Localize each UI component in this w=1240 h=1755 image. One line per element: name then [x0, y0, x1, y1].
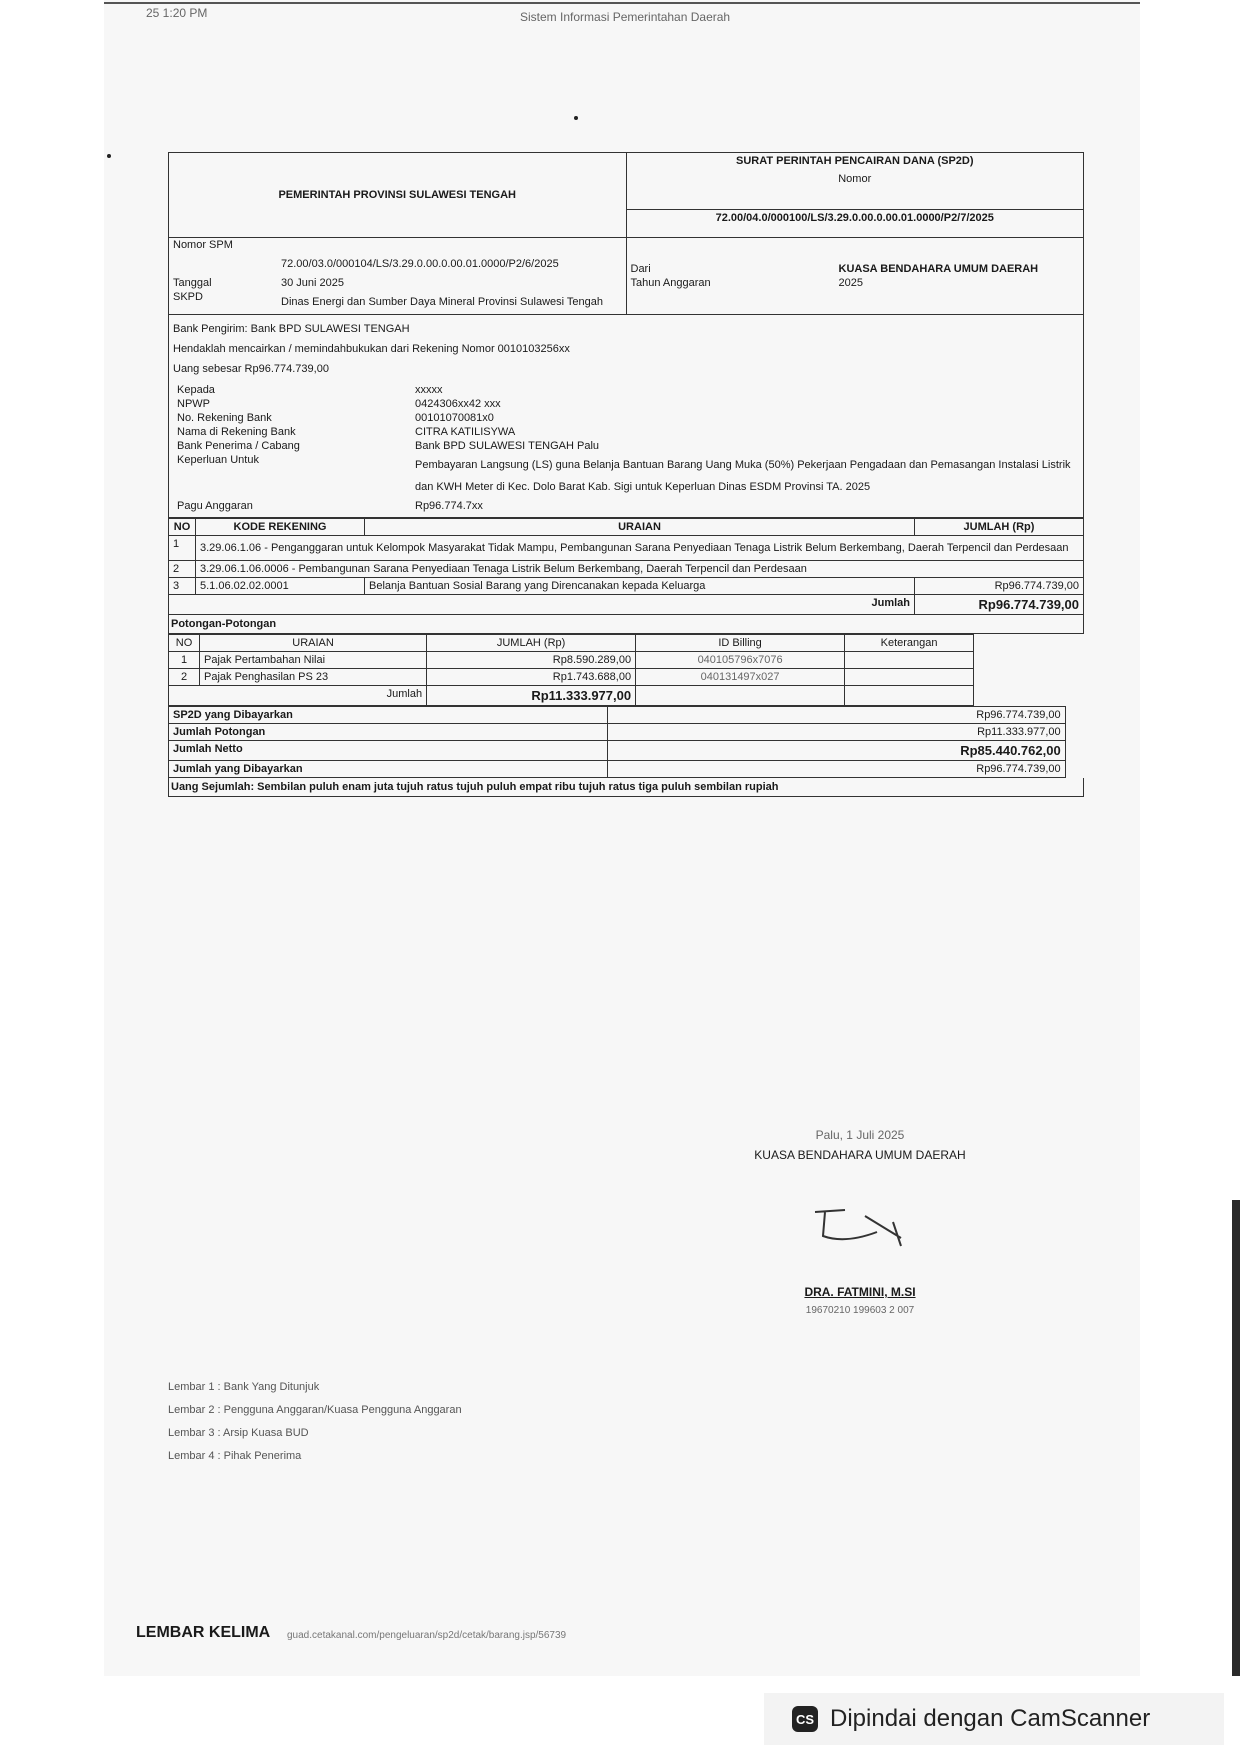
bank-pengirim: Bank Pengirim: Bank BPD SULAWESI TENGAH	[173, 323, 410, 335]
pot-jumlah: Rp1.743.688,00	[427, 669, 636, 686]
rek-kode: 3.29.06.1.06 - Penganggaran untuk Kelompok Masyarakat Tidak Mampu, Pembangunan Sarana Penyediaan Tenaga Listrik Belum Berkembang, Daerah Terpencil dan Perdesaan	[196, 536, 1084, 561]
rek-header-kode: KODE REKENING	[196, 519, 365, 536]
spm-block	[169, 238, 627, 315]
scan-timestamp: 25 1:20 PM	[146, 6, 208, 20]
camscanner-watermark	[764, 1693, 1224, 1745]
pot-header-keterangan: Keterangan	[845, 635, 974, 652]
summary-label: Jumlah Potongan	[169, 724, 608, 741]
rek-jumlah-total: Rp96.774.739,00	[915, 595, 1084, 615]
summary-row	[169, 761, 1066, 778]
pot-header-uraian: URAIAN	[200, 635, 427, 652]
sp2d-header-table	[168, 152, 1084, 315]
pot-header-billing: ID Billing	[636, 635, 845, 652]
summary-label: Jumlah Netto	[169, 741, 608, 761]
nomor-spm-label: Nomor SPM	[173, 239, 233, 251]
summary-value: Rp96.774.739,00	[608, 707, 1065, 724]
npwp-value: 0424306xx42 xxx	[415, 398, 501, 410]
sign-place-date: Palu, 1 Juli 2025	[815, 1128, 905, 1142]
pot-jumlah-total: Rp11.333.977,00	[427, 686, 636, 706]
summary-label: SP2D yang Dibayarkan	[169, 707, 608, 724]
dari-label: Dari	[630, 263, 651, 275]
rek-no: 3	[169, 578, 196, 595]
pagu-value: Rp96.774.7xx	[415, 500, 483, 512]
spm-info	[169, 238, 626, 314]
kepada-value: xxxxx	[415, 384, 443, 396]
potongan-title: Potongan-Potongan	[168, 615, 1084, 634]
uang-sebesar: Uang sebesar Rp96.774.739,00	[173, 363, 329, 375]
bank-penerima-value: Bank BPD SULAWESI TENGAH Palu	[415, 440, 600, 452]
footer-url: guad.cetakanal.com/pengeluaran/sp2d/cetak/barang.jsp/56739	[287, 1630, 567, 1641]
rek-kode: 3.29.06.1.06.0006 - Pembangunan Sarana Penyediaan Tenaga Listrik Belum Berkembang, Daerah Terpencil dan Perdesaan	[196, 561, 1084, 578]
instruksi: Hendaklah mencairkan / memindahbukukan dari Rekening Nomor 0010103256xx	[173, 343, 570, 355]
doc-title	[626, 153, 1084, 210]
dari-block	[626, 238, 1084, 315]
scan-dot	[574, 116, 578, 120]
camscanner-text: Dipindai dengan CamScanner	[830, 1705, 1151, 1732]
rekening-table	[168, 518, 1084, 615]
system-name: Sistem Informasi Pemerintahan Daerah	[520, 10, 731, 24]
rek-no: 1	[169, 536, 196, 561]
sp2d-document	[168, 152, 1084, 797]
tembusan-list	[168, 1376, 462, 1468]
table-row	[169, 652, 974, 669]
tanggal-label: Tanggal	[173, 277, 212, 289]
pot-jumlah: Rp8.590.289,00	[427, 652, 636, 669]
potongan-table	[168, 634, 974, 706]
kepada-label: Kepada	[177, 384, 215, 396]
rek-header-no: NO	[169, 519, 196, 536]
summary-row	[169, 724, 1066, 741]
camscanner-logo-icon: CS	[792, 1706, 818, 1732]
signature-mark	[805, 1202, 915, 1252]
summary-value: Rp11.333.977,00	[608, 724, 1065, 741]
pot-uraian: Pajak Pertambahan Nilai	[200, 652, 427, 669]
tahun-label: Tahun Anggaran	[630, 277, 711, 289]
list-item: Lembar 1 : Bank Yang Ditunjuk	[168, 1381, 320, 1393]
list-item: Lembar 2 : Pengguna Anggaran/Kuasa Pengguna Anggaran	[168, 1404, 462, 1416]
table-row	[169, 578, 1084, 595]
dari-info	[627, 262, 1084, 290]
table-row	[169, 536, 1084, 561]
signature-block	[720, 1128, 1000, 1316]
sheet-top-edge	[104, 2, 1140, 4]
rek-header-uraian: URAIAN	[365, 519, 915, 536]
table-row	[169, 669, 974, 686]
tahun-value: 2025	[838, 277, 863, 289]
sign-title: KUASA BENDAHARA UMUM DAERAH	[754, 1148, 966, 1162]
list-item: Lembar 3 : Arsip Kuasa BUD	[168, 1427, 309, 1439]
summary-row	[169, 707, 1066, 724]
skpd-label: SKPD	[173, 291, 203, 303]
rek-jumlah-label: Jumlah	[169, 595, 915, 615]
scan-dot	[107, 154, 111, 158]
summary-label: Jumlah yang Dibayarkan	[169, 761, 608, 778]
pot-uraian: Pajak Penghasilan PS 23	[200, 669, 427, 686]
rek-uraian: Belanja Bantuan Sosial Barang yang Direncanakan kepada Keluarga	[365, 578, 915, 595]
rek-kode: 5.1.06.02.02.0001	[196, 578, 365, 595]
footer-label: LEMBAR KELIMA	[136, 1624, 271, 1641]
keperluan-value: Pembayaran Langsung (LS) guna Belanja Bantuan Barang Uang Muka (50%) Pekerjaan Pengadaan dan Pemasangan Instalasi Listrik dan KWH Meter di Kec. Dolo Barat Kab. Sigi untuk Keperluan Dinas ESDM Provinsi TA. 2025	[415, 459, 1071, 493]
pot-no: 2	[169, 669, 200, 686]
sheet-edge-shadow	[1232, 1200, 1240, 1676]
government-name: PEMERINTAH PROVINSI SULAWESI TENGAH	[169, 153, 627, 238]
pot-ket	[845, 652, 974, 669]
doc-title-text: SURAT PERINTAH PENCAIRAN DANA (SP2D)	[735, 155, 974, 167]
nomor-label: Nomor	[838, 173, 872, 185]
nama-rek-value: CITRA KATILISYWA	[415, 426, 516, 438]
sign-nip: 19670210 199603 2 007	[805, 1305, 915, 1316]
bank-penerima-label: Bank Penerima / Cabang	[177, 440, 300, 452]
npwp-label: NPWP	[177, 398, 210, 410]
penerima-info	[173, 383, 1079, 513]
rek-no: 2	[169, 561, 196, 578]
rek-header-jumlah: JUMLAH (Rp)	[915, 519, 1084, 536]
penerima-block	[168, 315, 1084, 518]
nomor-spm: 72.00/03.0/000104/LS/3.29.0.00.0.00.01.0000/P2/6/2025	[281, 258, 559, 270]
pot-header-jumlah: JUMLAH (Rp)	[427, 635, 636, 652]
list-item: Lembar 4 : Pihak Penerima	[168, 1450, 302, 1462]
pot-jumlah-label: Jumlah	[169, 686, 427, 706]
dari-value: KUASA BENDAHARA UMUM DAERAH	[838, 263, 1039, 275]
summary-value: Rp96.774.739,00	[608, 761, 1065, 778]
keperluan-label: Keperluan Untuk	[177, 454, 259, 466]
tanggal-value: 30 Juni 2025	[281, 277, 344, 289]
summary-row	[169, 741, 1066, 761]
pot-billing: 040131497x027	[636, 669, 845, 686]
rek-jumlah: Rp96.774.739,00	[915, 578, 1084, 595]
summary-value: Rp85.440.762,00	[608, 741, 1065, 761]
sign-name: DRA. FATMINI, M.SI	[804, 1285, 916, 1299]
skpd-value: Dinas Energi dan Sumber Daya Mineral Provinsi Sulawesi Tengah	[281, 296, 604, 308]
no-rek-value: 00101070081x0	[415, 412, 494, 424]
terbilang: Uang Sejumlah: Sembilan puluh enam juta tujuh ratus tujuh puluh empat ribu tujuh ratus tiga puluh sembilan rupiah	[168, 778, 1084, 797]
pagu-label: Pagu Anggaran	[177, 500, 253, 512]
table-row	[169, 561, 1084, 578]
no-rek-label: No. Rekening Bank	[177, 412, 272, 424]
nama-rek-label: Nama di Rekening Bank	[177, 426, 296, 438]
pot-billing: 040105796x7076	[636, 652, 845, 669]
pot-no: 1	[169, 652, 200, 669]
summary-table	[168, 706, 1066, 778]
pot-header-no: NO	[169, 635, 200, 652]
pot-ket	[845, 669, 974, 686]
sp2d-number: 72.00/04.0/000100/LS/3.29.0.00.0.00.01.0000/P2/7/2025	[626, 210, 1084, 238]
